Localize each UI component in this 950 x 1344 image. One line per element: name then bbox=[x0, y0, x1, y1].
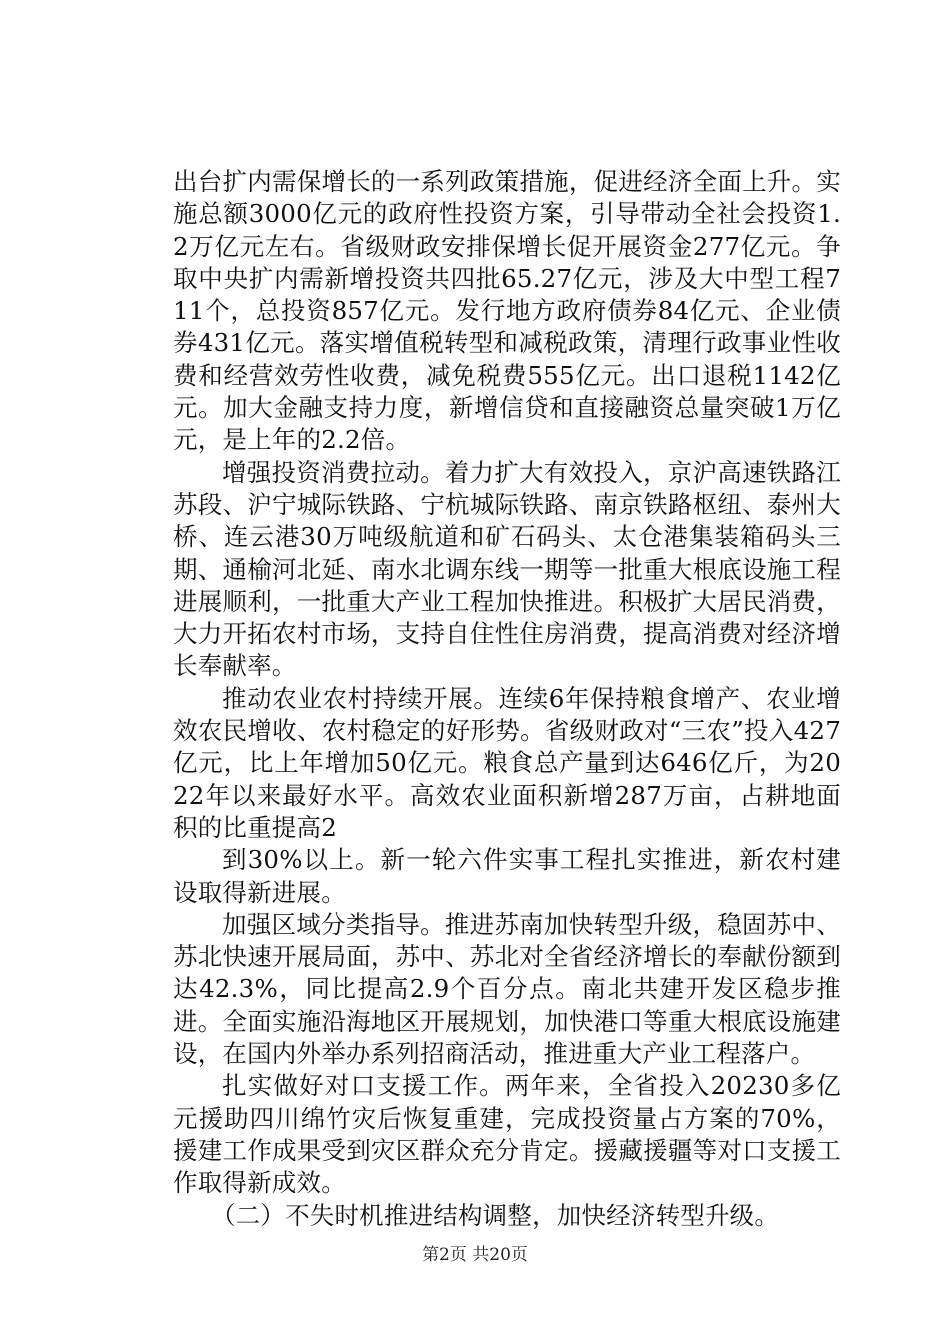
paragraph-regional-guidance: 加强区域分类指导。推进苏南加快转型升级，稳固苏中、苏北快速开展局面，苏中、苏北对全省经济增长的奉献份额到达42.3%，同比提高2.9个百分点。南北共建开发区稳步推进。全面实施沿海地区开展规划，加快港口等重大根底设施建设，在国内外举办系列招商活动，推进重大产业工程落户。 bbox=[173, 909, 841, 1069]
paragraph-investment-policy: 出台扩内需保增长的一系列政策措施，促进经济全面上升。实施总额3000亿元的政府性投资方案，引导带动全社会投资1.2万亿元左右。省级财政安排保增长促开展资金277亿元。争取中央扩内需新增投资共四批65.27亿元，涉及大中型工程711个，总投资857亿元。发行地方政府债券84亿元、企业债券431亿元。落实增值税转型和减税政策，清理行政事业性收费和经营效劳性收费，减免税费555亿元。出口退税1142亿元。加大金融支持力度，新增信贷和直接融资总量突破1万亿元，是上年的2.2倍。 bbox=[173, 167, 841, 455]
paragraph-counterpart-support: 扎实做好对口支援工作。两年来，全省投入20230多亿元援助四川绵竹灾后恢复重建，完成投资量占方案的70%，援建工作成果受到灾区群众充分肯定。援藏援疆等对口支援工作取得新成效。 bbox=[173, 1071, 841, 1198]
paragraph-agriculture: 推动农业农村持续开展。连续6年保持粮食增产、农业增效农民增收、农村稳定的好形势。省级财政对“三农”投入427亿元，比上年增加50亿元。粮食总产量到达646亿斤，为2022年以来最好水平。高效农业面积新增287万亩，占耕地面积的比重提高2 bbox=[173, 683, 841, 842]
section-heading-structure-adjustment: （二）不失时机推进结构调整，加快经济转型升级。 bbox=[210, 1200, 780, 1230]
paragraph-agriculture-continued: 到30%以上。新一轮六件实事工程扎实推进，新农村建设取得新进展。 bbox=[173, 845, 841, 907]
page-number-footer: 第2页 共20页 bbox=[422, 1245, 528, 1265]
document-body bbox=[173, 166, 841, 1232]
paragraph-investment-consumption: 增强投资消费拉动。着力扩大有效投入，京沪高速铁路江苏段、沪宁城际铁路、宁杭城际铁路、南京铁路枢纽、泰州大桥、连云港30万吨级航道和矿石码头、太仓港集装箱码头三期、通榆河北延、南水北调东线一期等一批重大根底设施工程进展顺利，一批重大产业工程加快推进。积极扩大居民消费，大力开拓农村市场，支持自住性住房消费，提高消费对经济增长奉献率。 bbox=[173, 457, 841, 681]
